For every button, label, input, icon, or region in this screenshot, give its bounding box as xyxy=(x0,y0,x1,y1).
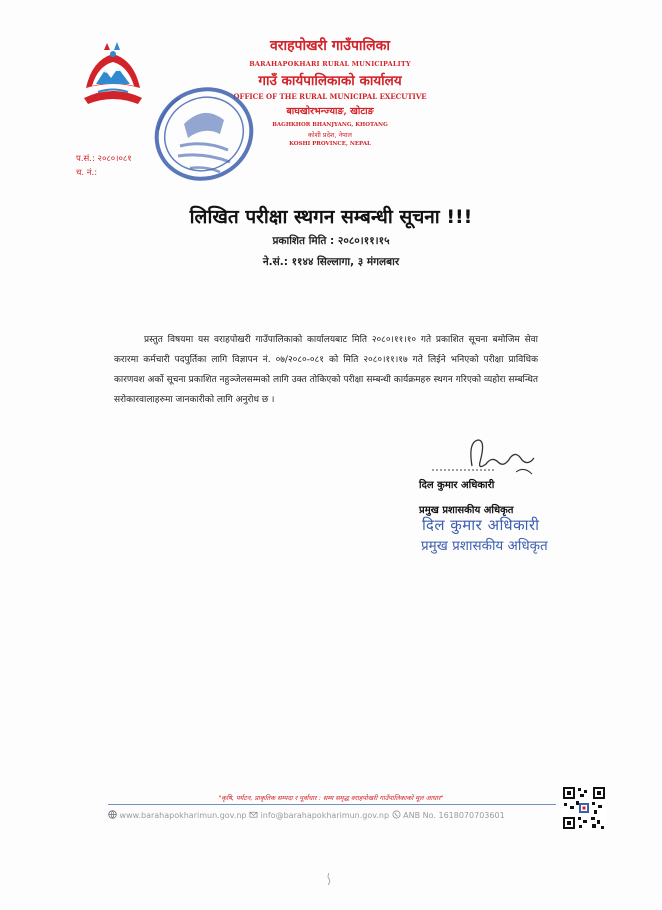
reference-block xyxy=(76,152,132,180)
scan-mark xyxy=(326,873,332,885)
address-np: बाघखोरभन्ज्याङ, खोटाङ xyxy=(286,106,374,117)
footer-website[interactable]: www.barahapokharimun.gov.np xyxy=(119,811,247,820)
province-en: KOSHI PROVINCE, NEPAL xyxy=(289,141,371,147)
footer-anb: ANB No. 1618070703601 xyxy=(403,811,505,820)
office-stamp-icon xyxy=(150,84,258,184)
letter-number: प.सं.: २०८०।०८१ xyxy=(76,154,132,164)
nepal-emblem-icon xyxy=(78,40,148,106)
notice-title: लिखित परीक्षा स्थगन सम्बन्धी सूचना !!! xyxy=(189,206,473,228)
municipality-name-np: वराहपोखरी गाउँपालिका xyxy=(269,38,391,54)
phone-icon xyxy=(392,810,401,819)
province-np: कोशी प्रदेश, नेपाल xyxy=(308,131,352,139)
signatory-designation: प्रमुख प्रशासकीय अधिकृत xyxy=(419,505,514,516)
footer-divider xyxy=(108,804,556,805)
footer-email[interactable]: info@barahapokharimun.gov.np xyxy=(260,811,390,820)
address-en: BAGHKHOR BHANJYANG, KHOTANG xyxy=(272,122,388,128)
footer-contact xyxy=(108,810,505,820)
mail-icon xyxy=(249,810,258,819)
qr-code-icon xyxy=(562,786,606,830)
nepal-sambat-date: ने.सं.: ११४४ सिल्लागा, ३ मंगलबार xyxy=(262,256,400,268)
globe-icon xyxy=(108,810,117,819)
office-name-np: गाउँ कार्यपालिकाको कार्यालय xyxy=(258,73,402,89)
published-date: प्रकाशित मिति : २०८०।११।१५ xyxy=(272,235,390,247)
notice-body xyxy=(114,330,538,410)
signatory-name: दिल कुमार अधिकारी xyxy=(419,480,495,491)
seal-name: दिल कुमार अधिकारी xyxy=(422,516,540,534)
dispatch-number: च. नं.: xyxy=(76,168,98,178)
notice-body-text: प्रस्तुत विषयमा यस वराहपोखरी गाउँपालिकाको कार्यालयबाट मिति २०८०।११।१० गते प्रकाशित सूचना बमोजिम सेवा करारमा कर्मचारी पदपुर्तिका लागि विज्ञापन नं. ०७/२०८०-०८१ को मिति २०८०।११।१७ गते लिईने भनिएको परीक्षा प्राविधिक कारणवश अर्को सूचना प्रकाशित नहुञ्जेलसम्मको लागि उक्त तोकिएको परीक्षा सम्बन्धी कार्यक्रमहरु स्थगन गरिएको व्यहोरा सम्बन्धित सरोकारवालाहरुमा जानकारीको लागि अनुरोध छ । xyxy=(114,335,538,405)
municipality-name-en: BARAHAPOKHARI RURAL MUNICIPALITY xyxy=(249,60,411,68)
footer-motto: "कृषि, पर्यटन, प्राकृतिक सम्पदा र पूर्वाधार : सम्य समृद्ध वराहपोखरी गाउँपालिकाको मूल आधार" xyxy=(218,794,444,802)
seal-designation: प्रमुख प्रशासकीय अधिकृत xyxy=(421,538,548,554)
office-name-en: OFFICE OF THE RURAL MUNICIPAL EXECUTIVE xyxy=(233,92,427,101)
